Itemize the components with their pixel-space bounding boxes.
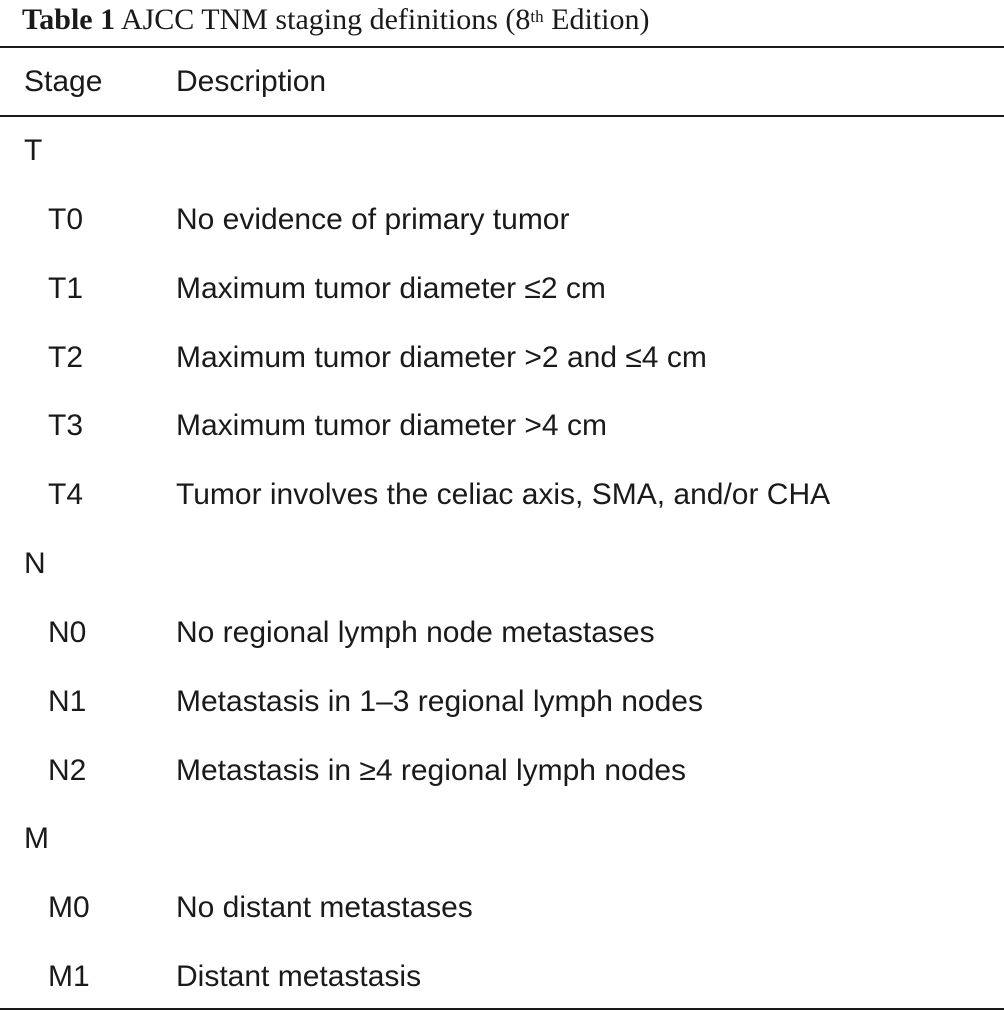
row-description: No regional lymph node metastases [176,615,655,649]
table-row [0,255,1004,324]
row-description: No evidence of primary tumor [176,202,570,236]
row-description: Maximum tumor diameter ≤2 cm [176,271,606,305]
table-row [0,392,1004,461]
table-row [0,874,1004,943]
table-title-prefix: AJCC TNM staging definitions (8 [120,3,531,36]
row-stage: T3 [48,409,84,443]
table-header-row [0,48,1004,115]
row-stage: N0 [48,615,87,649]
row-description: Maximum tumor diameter >4 cm [176,409,607,443]
table-row [0,737,1004,806]
category-label: T [24,134,43,167]
table-label: Table 1 [22,3,116,36]
table-row [0,805,1004,874]
row-stage: T0 [48,202,84,236]
row-description: No distant metastases [176,891,473,925]
table-row [0,668,1004,737]
table-row [0,186,1004,255]
header-description: Description [176,65,327,98]
table-title-superscript: th [530,7,544,26]
row-stage: T1 [48,271,84,305]
row-stage: T4 [48,478,84,512]
category-label: N [24,547,46,581]
table-row [0,943,1004,1012]
category-label: M [24,822,49,856]
table-title-suffix: Edition) [543,3,650,36]
row-stage: N1 [48,684,87,718]
row-description: Metastasis in ≥4 regional lymph nodes [176,753,687,787]
staging-table [0,48,1004,994]
table-body [0,117,1004,1012]
table-row [0,324,1004,393]
row-description: Tumor involves the celiac axis, SMA, and/or CHA [176,478,831,512]
row-stage: N2 [48,753,87,787]
row-description: Metastasis in 1–3 regional lymph nodes [176,684,703,718]
row-description: Distant metastasis [176,960,422,994]
table-row [0,117,1004,186]
table-row [0,530,1004,599]
row-stage: T2 [48,340,84,374]
row-stage: M0 [48,891,90,925]
table-caption [22,0,649,44]
table-row [0,461,1004,530]
row-stage: M1 [48,960,90,994]
table-row [0,599,1004,668]
header-stage: Stage [24,65,103,98]
row-description: Maximum tumor diameter >2 and ≤4 cm [176,340,707,374]
